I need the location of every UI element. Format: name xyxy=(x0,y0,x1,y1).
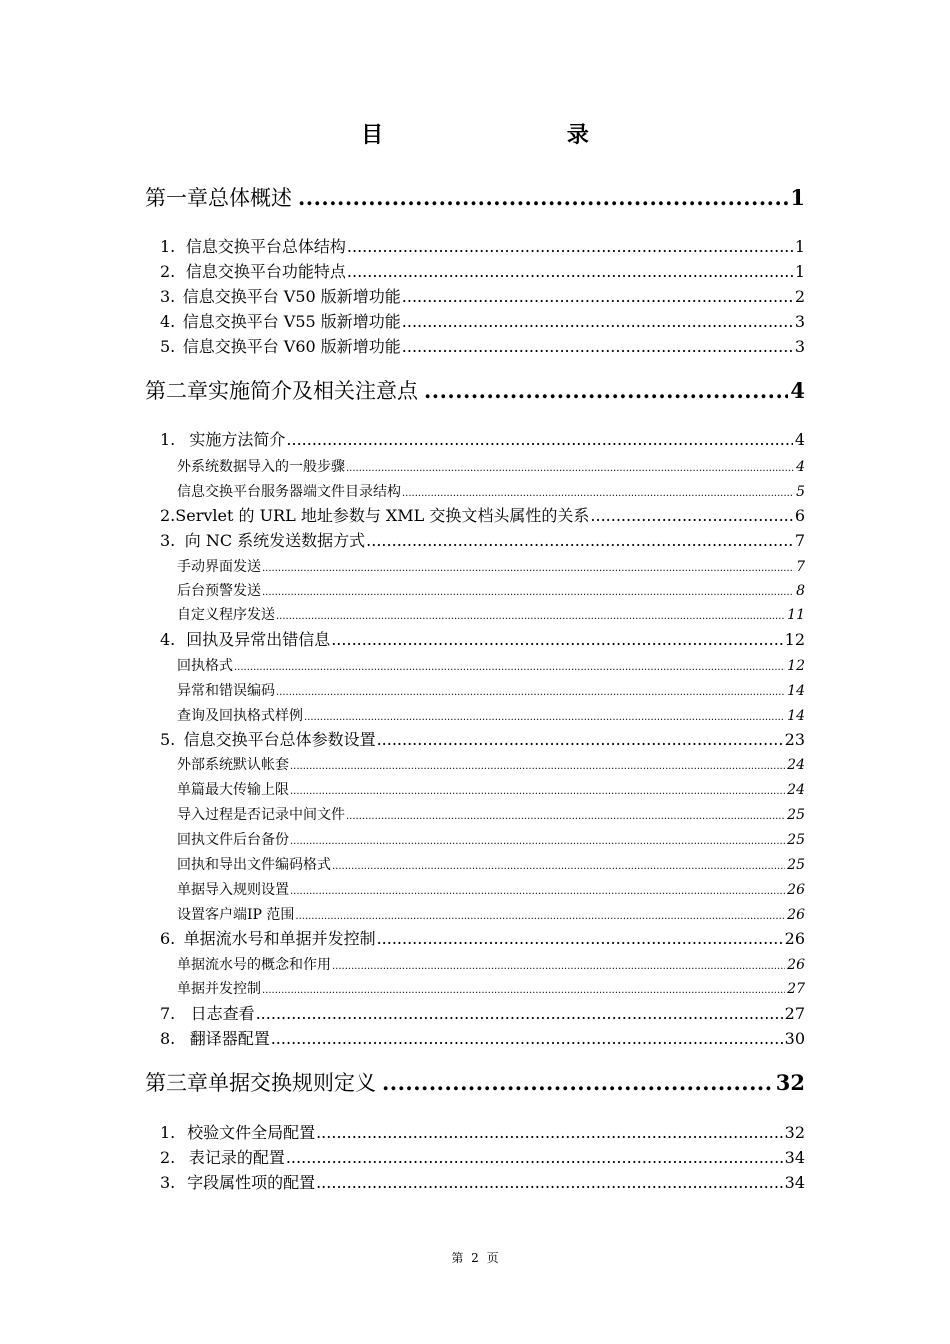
toc-subsection[interactable] xyxy=(177,779,805,799)
toc-section-page-number: 3 xyxy=(794,312,805,331)
dot-leader xyxy=(332,861,785,872)
dot-leader xyxy=(377,730,783,749)
toc-section-page-number: 26 xyxy=(784,929,805,948)
toc-section[interactable] xyxy=(160,284,805,307)
toc-subsection-page-number: 25 xyxy=(787,832,805,848)
toc-section[interactable] xyxy=(160,1145,805,1168)
dot-leader xyxy=(262,985,785,996)
toc-chapter-1-page-number: 1 xyxy=(790,185,805,210)
dot-leader xyxy=(286,430,792,449)
toc-subsection[interactable] xyxy=(177,854,805,874)
toc-section-page-number: 2 xyxy=(794,287,805,306)
toc-section[interactable] xyxy=(160,926,805,949)
toc-section-page-number: 32 xyxy=(784,1123,805,1142)
dot-leader xyxy=(271,1029,783,1048)
toc-section-label: Servlet 的 URL 地址参数与 XML 交换文档头属性的关系 xyxy=(175,506,590,525)
toc-subsection-page-number: 27 xyxy=(787,981,805,997)
toc-section-label: 单据流水号和单据并发控制 xyxy=(183,929,376,948)
toc-section-page-number: 1 xyxy=(794,262,805,281)
toc-subsection[interactable] xyxy=(177,978,805,998)
toc-chapter-1-number: 第一章 xyxy=(145,186,208,210)
toc-subsection[interactable] xyxy=(177,879,805,899)
dot-leader xyxy=(290,761,785,772)
toc-subsection-page-number: 11 xyxy=(787,607,805,623)
toc-subsection-label: 单据导入规则设置 xyxy=(177,882,289,898)
toc-chapter-1[interactable] xyxy=(145,182,805,212)
toc-subsection-label: 单据并发控制 xyxy=(177,981,261,997)
dot-leader xyxy=(402,337,793,356)
dot-leader xyxy=(304,712,785,723)
dot-leader xyxy=(331,630,782,649)
toc-subsection[interactable] xyxy=(177,954,805,974)
toc-chapter-1-label: 总体概述 xyxy=(208,186,292,210)
toc-section[interactable] xyxy=(160,234,805,257)
toc-section[interactable] xyxy=(160,727,805,750)
toc-section-label: 翻译器配置 xyxy=(189,1029,270,1048)
dot-leader xyxy=(262,563,794,574)
dot-leader xyxy=(276,687,785,698)
toc-section-label: 字段属性项的配置 xyxy=(187,1173,316,1192)
dot-leader xyxy=(290,886,785,897)
toc-subsection[interactable] xyxy=(177,705,805,725)
toc-section-label: 向 NC 系统发送数据方式 xyxy=(184,531,366,550)
toc-section[interactable] xyxy=(160,1001,805,1024)
toc-chapter-3-label: 单据交换规则定义 xyxy=(208,1071,376,1095)
toc-subsection[interactable] xyxy=(177,604,805,624)
toc-subsection-label: 回执和导出文件编码格式 xyxy=(177,857,331,873)
toc-subsection-label: 外系统数据导入的一般步骤 xyxy=(177,459,345,475)
toc-subsection-page-number: 26 xyxy=(787,907,805,923)
toc-chapter-2-page-number: 4 xyxy=(790,378,805,403)
toc-section-page-number: 6 xyxy=(794,506,805,525)
toc-section-number: 1. xyxy=(160,430,176,449)
toc-section-number: 8. xyxy=(160,1029,176,1048)
toc-subsection-page-number: 5 xyxy=(796,484,805,500)
toc-subsection-label: 信息交换平台服务器端文件目录结构 xyxy=(177,484,401,500)
toc-section[interactable] xyxy=(160,427,805,450)
toc-subsection-label: 导入过程是否记录中间文件 xyxy=(177,807,345,823)
toc-subsection-page-number: 7 xyxy=(796,559,805,575)
toc-subsection-label: 回执文件后台备份 xyxy=(177,832,289,848)
toc-section[interactable] xyxy=(160,1026,805,1049)
toc-section-page-number: 12 xyxy=(784,630,805,649)
dot-leader xyxy=(366,531,793,550)
toc-section-page-number: 1 xyxy=(794,237,805,256)
dot-leader xyxy=(424,378,788,403)
toc-subsection-page-number: 24 xyxy=(787,782,805,798)
toc-section-label: 表记录的配置 xyxy=(188,1148,285,1167)
toc-subsection[interactable] xyxy=(177,904,805,924)
toc-chapter-3[interactable] xyxy=(145,1067,805,1097)
toc-subsection-label: 单篇最大传输上限 xyxy=(177,782,289,798)
toc-section[interactable] xyxy=(160,334,805,357)
toc-section-page-number: 34 xyxy=(784,1173,805,1192)
toc-section[interactable] xyxy=(160,528,805,551)
dot-leader xyxy=(298,185,788,210)
dot-leader xyxy=(262,587,794,598)
dot-leader xyxy=(290,786,785,797)
toc-chapter-3-number: 第三章 xyxy=(145,1071,208,1095)
dot-leader xyxy=(332,961,785,972)
toc-subsection-label: 设置客户端IP 范围 xyxy=(177,907,295,923)
toc-subsection-page-number: 14 xyxy=(787,708,805,724)
toc-section-number: 2. xyxy=(160,506,176,525)
toc-section-page-number: 3 xyxy=(794,337,805,356)
toc-subsection-label: 查询及回执格式样例 xyxy=(177,708,303,724)
dot-leader xyxy=(290,836,785,847)
toc-subsection[interactable] xyxy=(177,655,805,675)
toc-chapter-2-number: 第二章 xyxy=(145,379,208,403)
toc-section-page-number: 7 xyxy=(794,531,805,550)
toc-section-label: 实施方法简介 xyxy=(189,430,286,449)
toc-title: 目 录 xyxy=(361,123,677,148)
toc-subsection-label: 自定义程序发送 xyxy=(177,607,275,623)
dot-leader xyxy=(346,811,785,822)
toc-section[interactable] xyxy=(160,627,805,650)
toc-section[interactable] xyxy=(160,1170,805,1193)
toc-section-label: 信息交换平台总体参数设置 xyxy=(183,730,376,749)
toc-section-label: 信息交换平台功能特点 xyxy=(185,262,346,281)
toc-subsection-page-number: 8 xyxy=(796,583,805,599)
toc-subsection[interactable] xyxy=(177,680,805,700)
toc-section-label: 回执及异常出错信息 xyxy=(186,630,331,649)
toc-subsection-page-number: 14 xyxy=(787,683,805,699)
toc-section-number: 7. xyxy=(160,1004,176,1023)
toc-subsection[interactable] xyxy=(177,754,805,774)
toc-subsection[interactable] xyxy=(177,481,805,501)
toc-subsection-label: 单据流水号的概念和作用 xyxy=(177,957,331,973)
toc-subsection-page-number: 24 xyxy=(787,757,805,773)
toc-section[interactable] xyxy=(160,259,805,282)
toc-subsection-label: 外部系统默认帐套 xyxy=(177,757,289,773)
toc-subsection[interactable] xyxy=(177,804,805,824)
dot-leader xyxy=(286,1148,783,1167)
toc-section-label: 信息交换平台 V60 版新增功能 xyxy=(182,337,401,356)
toc-subsection-label: 回执格式 xyxy=(177,658,233,674)
page-footer: 第 2 页 xyxy=(451,1251,499,1265)
dot-leader xyxy=(402,287,793,306)
toc-section-label: 信息交换平台 V50 版新增功能 xyxy=(182,287,401,306)
dot-leader xyxy=(347,237,793,256)
dot-leader xyxy=(382,1070,774,1095)
dot-leader xyxy=(256,1004,783,1023)
dot-leader xyxy=(377,929,783,948)
toc-section-number: 1. xyxy=(160,237,176,256)
toc-subsection[interactable] xyxy=(177,456,805,476)
toc-subsection[interactable] xyxy=(177,580,805,600)
toc-section-number: 1. xyxy=(160,1123,176,1142)
toc-section-label: 信息交换平台 V55 版新增功能 xyxy=(182,312,401,331)
toc-section-number: 4. xyxy=(160,312,176,331)
toc-chapter-2-label: 实施简介及相关注意点 xyxy=(208,379,418,403)
toc-subsection-page-number: 26 xyxy=(787,882,805,898)
toc-chapter-2[interactable] xyxy=(145,375,805,405)
toc-section-number: 3. xyxy=(160,287,176,306)
dot-leader xyxy=(316,1123,783,1142)
toc-section-number: 3. xyxy=(160,1173,176,1192)
toc-section-number: 3. xyxy=(160,531,176,550)
toc-section-number: 5. xyxy=(160,730,176,749)
toc-section-label: 信息交换平台总体结构 xyxy=(185,237,346,256)
toc-section-number: 4. xyxy=(160,630,176,649)
toc-section-number: 2. xyxy=(160,1148,176,1167)
toc-subsection-page-number: 26 xyxy=(787,957,805,973)
toc-subsection-label: 手动界面发送 xyxy=(177,559,261,575)
dot-leader xyxy=(346,463,794,474)
toc-section-page-number: 30 xyxy=(784,1029,805,1048)
toc-section-label: 校验文件全局配置 xyxy=(187,1123,316,1142)
toc-section-number: 5. xyxy=(160,337,176,356)
toc-section-page-number: 23 xyxy=(784,730,805,749)
toc-subsection-label: 异常和错误编码 xyxy=(177,683,275,699)
toc-subsection-page-number: 4 xyxy=(796,459,805,475)
dot-leader xyxy=(347,262,793,281)
toc-subsection-label: 后台预警发送 xyxy=(177,583,261,599)
dot-leader xyxy=(234,662,785,673)
toc-section[interactable] xyxy=(160,309,805,332)
toc-section[interactable] xyxy=(160,1120,805,1143)
toc-section-page-number: 4 xyxy=(794,430,805,449)
toc-section-label: 日志查看 xyxy=(190,1004,255,1023)
toc-subsection[interactable] xyxy=(177,829,805,849)
dot-leader xyxy=(276,611,785,622)
toc-section-number: 2. xyxy=(160,262,176,281)
dot-leader xyxy=(402,488,794,499)
dot-leader xyxy=(402,312,793,331)
toc-section[interactable] xyxy=(160,503,805,526)
toc-subsection-page-number: 25 xyxy=(787,857,805,873)
toc-section-number: 6. xyxy=(160,929,176,948)
dot-leader xyxy=(295,911,785,922)
toc-subsection[interactable] xyxy=(177,556,805,576)
toc-section-page-number: 27 xyxy=(784,1004,805,1023)
dot-leader xyxy=(316,1173,783,1192)
toc-section-page-number: 34 xyxy=(784,1148,805,1167)
toc-subsection-page-number: 25 xyxy=(787,807,805,823)
dot-leader xyxy=(590,506,792,525)
toc-subsection-page-number: 12 xyxy=(787,658,805,674)
toc-chapter-3-page-number: 32 xyxy=(775,1070,805,1095)
